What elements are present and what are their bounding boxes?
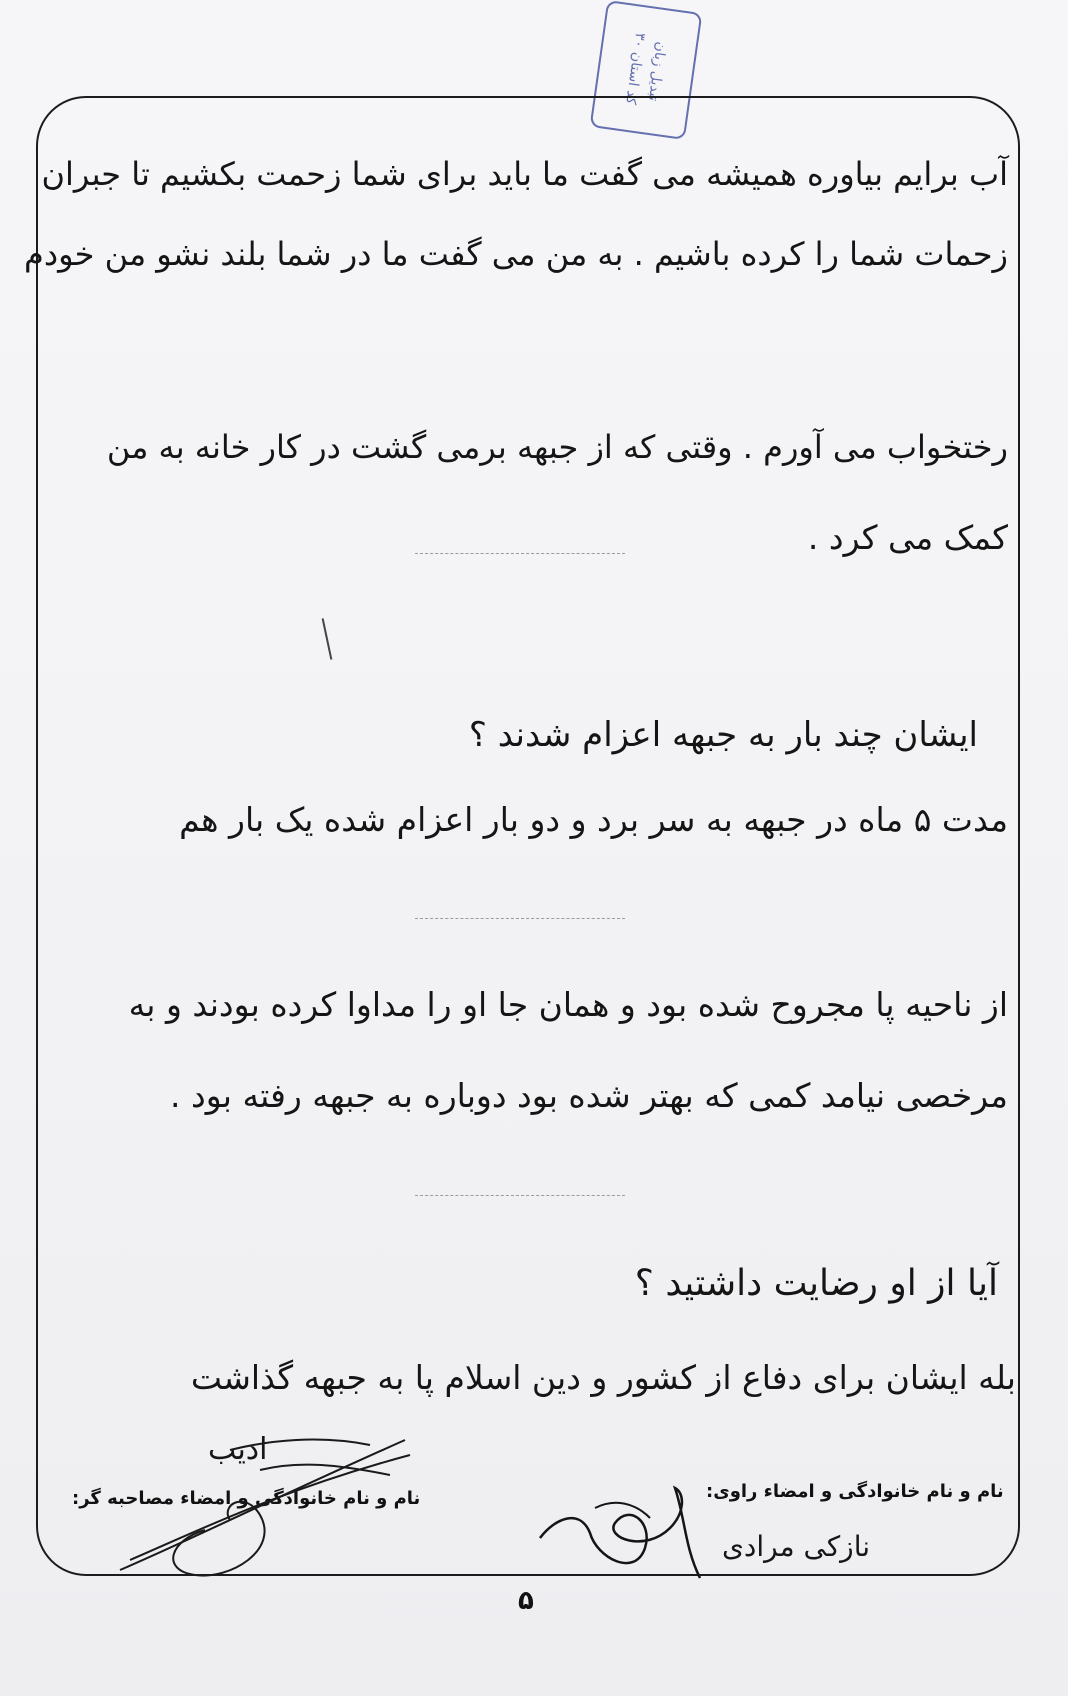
- separator-2: [415, 918, 625, 919]
- interviewer-name: ادیب: [208, 1432, 268, 1467]
- body-line-3: رختخواب می آورم . وقتی که از جبهه برمی گشت در کار خانه به من: [106, 428, 1008, 466]
- narrator-name: نازکی مرادی: [722, 1530, 871, 1563]
- stamp-line-2: کد استان ۳۰: [622, 31, 649, 106]
- interviewer-label: نام و نام خانوادگی و امضاء مصاحبه گر:: [72, 1488, 421, 1509]
- narrator-label: نام و نام خانوادگی و امضاء راوی:: [706, 1481, 1004, 1502]
- answer-1-line-3: مرخصی نیامد کمی که بهتر شده بود دوباره به جبهه رفته بود .: [170, 1076, 1008, 1115]
- question-2: آیا از او رضایت داشتید ؟: [634, 1263, 998, 1304]
- answer-1-line-1: مدت ۵ ماه در جبهه به سر برد و دو بار اعزام شده یک بار هم: [179, 800, 1008, 839]
- answer-1-line-2: از ناحیه پا مجروح شده بود و همان جا او را مداوا کرده بودند و به: [128, 985, 1008, 1024]
- page-number: ۵: [518, 1586, 534, 1616]
- separator-3: [415, 1195, 625, 1196]
- question-1: ایشان چند بار به جبهه اعزام شدند ؟: [468, 715, 978, 755]
- body-line-2: زحمات شما را کرده باشیم . به من می گفت ما در شما بلند نشو من خودم: [24, 235, 1008, 273]
- interviewer-signature: [110, 1420, 430, 1580]
- separator-1: [415, 553, 625, 554]
- body-line-4: کمک می کرد .: [807, 518, 1008, 557]
- answer-2-line-1: بله ایشان برای دفاع از کشور و دین اسلام پا به جبهه گذاشت: [190, 1358, 1016, 1397]
- stamp-line-1: تبدیل زبان: [644, 40, 669, 103]
- narrator-signature: [535, 1478, 725, 1588]
- body-line-1: آب برایم بیاوره همیشه می گفت ما باید برای شما زحمت بکشیم تا جبران: [41, 155, 1008, 193]
